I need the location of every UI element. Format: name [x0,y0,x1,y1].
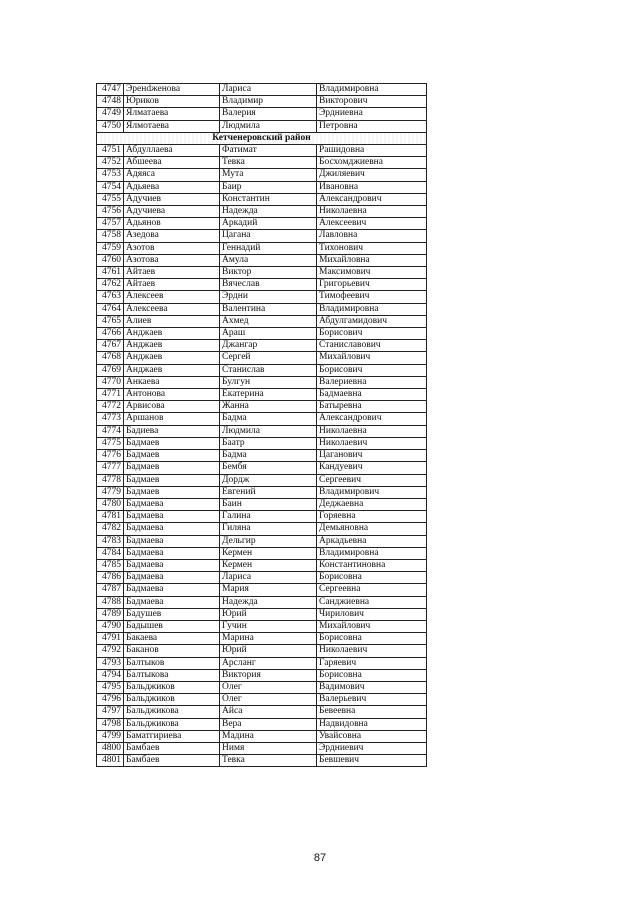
row-number: 4794 [97,669,124,681]
first-name-cell: Сергей [220,352,317,364]
patronymic-cell: Санджиевна [317,596,427,608]
surname-cell: Бадмаев [124,462,220,474]
surname-cell: Бамбаев [124,742,220,754]
surname-cell: Азотов [124,242,220,254]
first-name-cell: Юрий [220,645,317,657]
patronymic-cell: Борисович [317,364,427,376]
table-row [97,254,427,266]
patronymic-cell: Джиляевич [317,169,427,181]
surname-cell: Бамбаев [124,755,220,767]
table-row [97,413,427,425]
surname-cell: Адьянов [124,218,220,230]
surname-cell: Бадмаев [124,486,220,498]
table-row [97,742,427,754]
table-row [97,193,427,205]
patronymic-cell: Чирилович [317,608,427,620]
surname-cell: Анджаев [124,328,220,340]
row-number: 4775 [97,437,124,449]
first-name-cell: Надежда [220,206,317,218]
row-number: 4754 [97,181,124,193]
row-number: 4755 [97,193,124,205]
row-number: 4778 [97,474,124,486]
table-row [97,108,427,120]
table-row [97,681,427,693]
row-number: 4747 [97,84,124,96]
first-name-cell: Бадма [220,450,317,462]
first-name-cell: Людмила [220,425,317,437]
surname-cell: Бадмаева [124,559,220,571]
row-number: 4777 [97,462,124,474]
patronymic-cell: Горяевна [317,511,427,523]
row-number: 4795 [97,681,124,693]
first-name-cell: Виктор [220,267,317,279]
patronymic-cell: Бевшевич [317,755,427,767]
names-table-body [97,84,427,767]
table-row [97,572,427,584]
surname-cell: Айтаев [124,279,220,291]
patronymic-cell: Сергеевна [317,584,427,596]
patronymic-cell: Михайлович [317,620,427,632]
row-number: 4749 [97,108,124,120]
surname-cell: Балтыкова [124,669,220,681]
first-name-cell: Валентина [220,303,317,315]
patronymic-cell: Владимировна [317,84,427,96]
surname-cell: Бакаева [124,633,220,645]
table-row [97,620,427,632]
surname-cell: Бадмаева [124,535,220,547]
patronymic-cell: Сергеевич [317,474,427,486]
table-row [97,498,427,510]
patronymic-cell: Викторович [317,96,427,108]
first-name-cell: Виктория [220,669,317,681]
table-row [97,694,427,706]
patronymic-cell: Деджаевна [317,498,427,510]
row-number: 4752 [97,157,124,169]
surname-cell: Юриков [124,96,220,108]
row-number: 4782 [97,523,124,535]
patronymic-cell: Тихонович [317,242,427,254]
section-header-row [97,132,427,144]
first-name-cell: Юрий [220,608,317,620]
table-row [97,535,427,547]
first-name-cell: Вера [220,718,317,730]
surname-cell: Адучиев [124,193,220,205]
names-table-wrapper [96,83,426,767]
surname-cell: Ялмотаева [124,120,220,132]
first-name-cell: Людмила [220,120,317,132]
row-number: 4797 [97,706,124,718]
table-row [97,315,427,327]
patronymic-cell: Лавловна [317,230,427,242]
first-name-cell: Галина [220,511,317,523]
surname-cell: Азедова [124,230,220,242]
patronymic-cell: Владимирович [317,486,427,498]
row-number: 4784 [97,547,124,559]
row-number: 4800 [97,742,124,754]
first-name-cell: Цагана [220,230,317,242]
table-row [97,242,427,254]
first-name-cell: Лариса [220,84,317,96]
surname-cell: Бальджикова [124,706,220,718]
patronymic-cell: Рашидовна [317,145,427,157]
surname-cell: Бадмаева [124,523,220,535]
surname-cell: Баканов [124,645,220,657]
first-name-cell: Дордж [220,474,317,486]
patronymic-cell: Борисовна [317,633,427,645]
table-row [97,181,427,193]
row-number: 4768 [97,352,124,364]
row-number: 4760 [97,254,124,266]
first-name-cell: Булгун [220,376,317,388]
first-name-cell: Аркадий [220,218,317,230]
surname-cell: Эренdженова [124,84,220,96]
first-name-cell: Баатр [220,437,317,449]
patronymic-cell: Кандуевич [317,462,427,474]
first-name-cell: Нимя [220,742,317,754]
table-row [97,84,427,96]
first-name-cell: Араш [220,328,317,340]
first-name-cell: Надежда [220,596,317,608]
surname-cell: Бадмаева [124,511,220,523]
table-row [97,645,427,657]
row-number: 4793 [97,657,124,669]
surname-cell: Балтыков [124,657,220,669]
row-number: 4761 [97,267,124,279]
patronymic-cell: Бевеевна [317,706,427,718]
surname-cell: Бадмаева [124,584,220,596]
first-name-cell: Арсланг [220,657,317,669]
patronymic-cell: Надвидовна [317,718,427,730]
surname-cell: Бадмаева [124,547,220,559]
first-name-cell: Кермен [220,547,317,559]
first-name-cell: Олег [220,694,317,706]
table-row [97,669,427,681]
row-number: 4773 [97,413,124,425]
patronymic-cell: Александрович [317,193,427,205]
surname-cell: Адьяева [124,181,220,193]
row-number: 4792 [97,645,124,657]
patronymic-cell: Владимировна [317,547,427,559]
table-row [97,425,427,437]
table-row [97,706,427,718]
patronymic-cell: Аркадьевна [317,535,427,547]
table-row [97,279,427,291]
row-number: 4785 [97,559,124,571]
patronymic-cell: Алексеевич [317,218,427,230]
first-name-cell: Владимир [220,96,317,108]
row-number: 4798 [97,718,124,730]
first-name-cell: Гучин [220,620,317,632]
patronymic-cell: Григорьевич [317,279,427,291]
row-number: 4796 [97,694,124,706]
surname-cell: Адучиева [124,206,220,218]
patronymic-cell: Абдулгамидович [317,315,427,327]
table-row [97,352,427,364]
row-number: 4762 [97,279,124,291]
patronymic-cell: Демьяновна [317,523,427,535]
first-name-cell: Кермен [220,559,317,571]
patronymic-cell: Вадимович [317,681,427,693]
surname-cell: Бадиева [124,425,220,437]
surname-cell: Бадмаева [124,498,220,510]
patronymic-cell: Борисовна [317,572,427,584]
first-name-cell: Мута [220,169,317,181]
names-table [96,83,427,767]
table-row [97,389,427,401]
first-name-cell: Константин [220,193,317,205]
patronymic-cell: Николаевич [317,645,427,657]
first-name-cell: Эрдни [220,291,317,303]
row-number: 4789 [97,608,124,620]
table-row [97,718,427,730]
row-number: 4765 [97,315,124,327]
patronymic-cell: Ивановна [317,181,427,193]
patronymic-cell: Тимофеевич [317,291,427,303]
table-row [97,169,427,181]
patronymic-cell: Батыревна [317,401,427,413]
row-number: 4787 [97,584,124,596]
row-number: 4753 [97,169,124,181]
surname-cell: Бадмаев [124,474,220,486]
first-name-cell: Вячеслав [220,279,317,291]
patronymic-cell: Цаганович [317,450,427,462]
row-number: 4801 [97,755,124,767]
row-number: 4771 [97,389,124,401]
table-row [97,511,427,523]
first-name-cell: Геннадий [220,242,317,254]
first-name-cell: Баин [220,498,317,510]
table-row [97,633,427,645]
table-row [97,328,427,340]
patronymic-cell: Николаевна [317,206,427,218]
surname-cell: Бальджиков [124,694,220,706]
surname-cell: Аршанов [124,413,220,425]
patronymic-cell: Петровна [317,120,427,132]
patronymic-cell: Станиславович [317,340,427,352]
first-name-cell: Дельгир [220,535,317,547]
patronymic-cell: Александрович [317,413,427,425]
surname-cell: Алексеева [124,303,220,315]
table-row [97,364,427,376]
row-number: 4769 [97,364,124,376]
row-number: 4790 [97,620,124,632]
first-name-cell: Жанна [220,401,317,413]
row-number: 4751 [97,145,124,157]
row-number: 4767 [97,340,124,352]
patronymic-cell: Эрдниевич [317,742,427,754]
surname-cell: Адяяса [124,169,220,181]
table-row [97,437,427,449]
patronymic-cell: Увайсовна [317,730,427,742]
surname-cell: Алексеев [124,291,220,303]
surname-cell: Анкаева [124,376,220,388]
table-row [97,291,427,303]
patronymic-cell: Эрдниевна [317,108,427,120]
row-number: 4774 [97,425,124,437]
patronymic-cell: Борисович [317,328,427,340]
first-name-cell: Баир [220,181,317,193]
first-name-cell: Ахмед [220,315,317,327]
table-row [97,755,427,767]
surname-cell: Бадмаева [124,572,220,584]
table-row [97,267,427,279]
patronymic-cell: Владимировна [317,303,427,315]
row-number: 4757 [97,218,124,230]
table-row [97,462,427,474]
table-row [97,120,427,132]
table-row [97,376,427,388]
surname-cell: Бадушев [124,608,220,620]
table-row [97,218,427,230]
patronymic-cell: Валериевна [317,376,427,388]
row-number: 4788 [97,596,124,608]
row-number: 4770 [97,376,124,388]
row-number: 4799 [97,730,124,742]
table-row [97,157,427,169]
first-name-cell: Тевка [220,157,317,169]
surname-cell: Анджаев [124,340,220,352]
surname-cell: Бальджиков [124,681,220,693]
patronymic-cell: Максимович [317,267,427,279]
first-name-cell: Марина [220,633,317,645]
row-number: 4772 [97,401,124,413]
row-number: 4780 [97,498,124,510]
row-number: 4763 [97,291,124,303]
row-number: 4766 [97,328,124,340]
first-name-cell: Джангар [220,340,317,352]
first-name-cell: Бембя [220,462,317,474]
first-name-cell: Мария [220,584,317,596]
surname-cell: Бадмаев [124,437,220,449]
table-row [97,401,427,413]
surname-cell: Бадышев [124,620,220,632]
patronymic-cell: Валерьевич [317,694,427,706]
surname-cell: Бальджикова [124,718,220,730]
table-row [97,608,427,620]
patronymic-cell: Михайлович [317,352,427,364]
first-name-cell: Лариса [220,572,317,584]
table-row [97,303,427,315]
table-row [97,145,427,157]
page-number: 87 [313,852,327,864]
first-name-cell: Олег [220,681,317,693]
row-number: 4783 [97,535,124,547]
row-number: 4756 [97,206,124,218]
first-name-cell: Тевка [220,755,317,767]
surname-cell: Баматгириева [124,730,220,742]
row-number: 4750 [97,120,124,132]
patronymic-cell: Бадмаевна [317,389,427,401]
section-title: Кетченеровский район [97,132,427,144]
surname-cell: Алиев [124,315,220,327]
table-row [97,596,427,608]
patronymic-cell: Борисовна [317,669,427,681]
row-number: 4786 [97,572,124,584]
table-row [97,474,427,486]
row-number: 4758 [97,230,124,242]
surname-cell: Анджаев [124,352,220,364]
surname-cell: Абдуллаева [124,145,220,157]
first-name-cell: Мадина [220,730,317,742]
first-name-cell: Валерия [220,108,317,120]
table-row [97,450,427,462]
first-name-cell: Станислав [220,364,317,376]
first-name-cell: Фатимат [220,145,317,157]
patronymic-cell: Михайловна [317,254,427,266]
table-row [97,206,427,218]
surname-cell: Бадмаева [124,596,220,608]
surname-cell: Арвисова [124,401,220,413]
table-row [97,547,427,559]
patronymic-cell: Константиновна [317,559,427,571]
table-row [97,584,427,596]
row-number: 4779 [97,486,124,498]
surname-cell: Бадмаев [124,450,220,462]
table-row [97,559,427,571]
row-number: 4764 [97,303,124,315]
table-row [97,230,427,242]
row-number: 4781 [97,511,124,523]
patronymic-cell: Николаевна [317,425,427,437]
surname-cell: Азотова [124,254,220,266]
surname-cell: Абшеева [124,157,220,169]
first-name-cell: Евгений [220,486,317,498]
surname-cell: Ялматаева [124,108,220,120]
table-row [97,657,427,669]
patronymic-cell: Босхомджиевна [317,157,427,169]
table-row [97,96,427,108]
patronymic-cell: Гаряевич [317,657,427,669]
table-row [97,486,427,498]
patronymic-cell: Николаевич [317,437,427,449]
row-number: 4776 [97,450,124,462]
first-name-cell: Екатерина [220,389,317,401]
row-number: 4759 [97,242,124,254]
surname-cell: Антонова [124,389,220,401]
first-name-cell: Амула [220,254,317,266]
table-row [97,340,427,352]
row-number: 4791 [97,633,124,645]
surname-cell: Анджаев [124,364,220,376]
surname-cell: Айтаев [124,267,220,279]
table-row [97,523,427,535]
table-row [97,730,427,742]
row-number: 4748 [97,96,124,108]
first-name-cell: Гиляна [220,523,317,535]
first-name-cell: Айса [220,706,317,718]
first-name-cell: Бадма [220,413,317,425]
